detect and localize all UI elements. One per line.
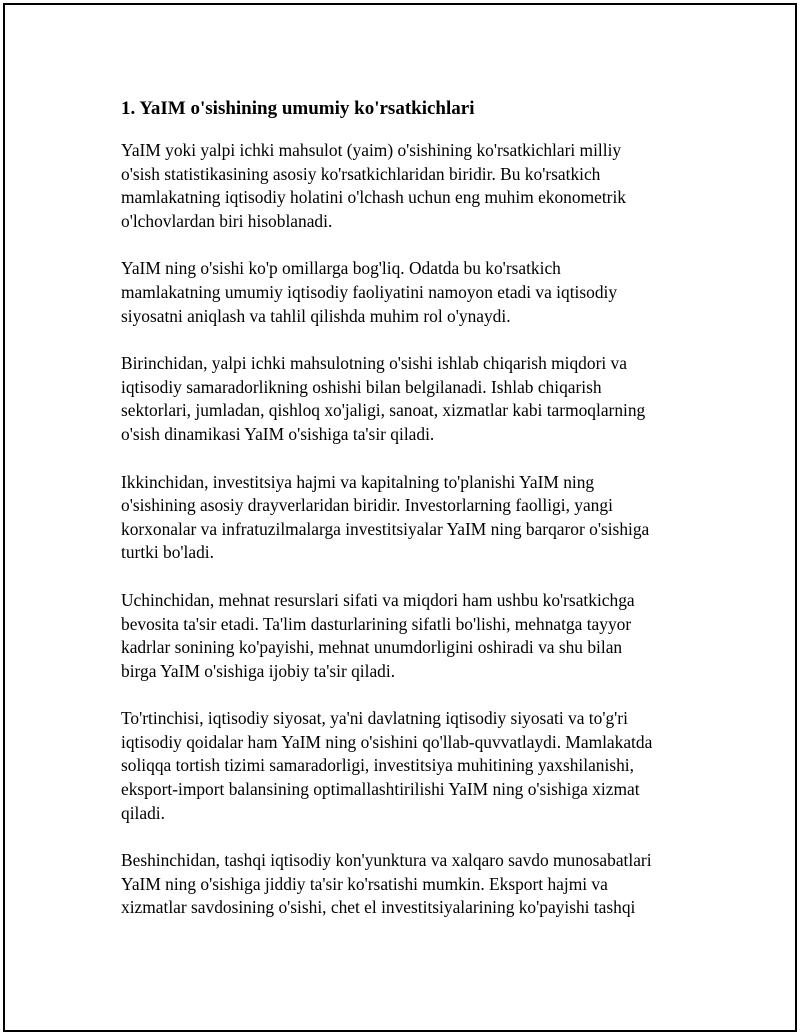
text-line: mamlakatning umumiy iqtisodiy faoliyatini namoyon etadi va iqtisodiy [121, 281, 618, 302]
text-line: YaIM ning o'sishi ko'p omillarga bog'liq. Odatda bu ko'rsatkich [121, 258, 561, 279]
text-line: soliqqa tortish tizimi samaradorligi, investitsiya muhitining yaxshilanishi, [121, 755, 634, 776]
text-line: korxonalar va infratuzilmalarga investitsiyalar YaIM ning barqaror o'sishiga [121, 518, 650, 539]
paragraph [121, 471, 701, 565]
text-line: sektorlari, jumladan, qishloq xo'jaligi, sanoat, xizmatlar kabi tarmoqlarning [121, 400, 646, 421]
text-line: Birinchidan, yalpi ichki mahsulotning o'sishi ishlab chiqarish miqdori va [121, 353, 627, 374]
text-line: o'sishining asosiy drayverlaridan biridir. Investorlarning faolligi, yangi [121, 495, 613, 516]
text-line: o'sish dinamikasi YaIM o'sishiga ta'sir qiladi. [121, 423, 435, 444]
text-line: kadrlar sonining ko'payishi, mehnat unumdorligini oshiradi va shu bilan [121, 637, 623, 658]
text-line: siyosatni aniqlash va tahlil qilishda muhim rol o'ynaydi. [121, 305, 511, 326]
paragraph [121, 849, 701, 920]
text-line: mamlakatning iqtisodiy holatini o'lchash uchun eng muhim ekonometrik [121, 187, 626, 208]
text-line: YaIM ning o'sishiga jiddiy ta'sir ko'rsatishi mumkin. Eksport hajmi va [121, 873, 608, 894]
text-line: xizmatlar savdosining o'sishi, chet el investitsiyalarining ko'payishi tashqi [121, 897, 636, 918]
document-body [121, 95, 701, 944]
text-line: Beshinchidan, tashqi iqtisodiy kon'yunktura va xalqaro savdo munosabatlari [121, 850, 652, 871]
section-heading: 1. YaIM o'sishining umumiy ko'rsatkichlari [121, 98, 475, 119]
text-line: birga YaIM o'sishiga ijobiy ta'sir qiladi. [121, 660, 396, 681]
paragraph [121, 352, 701, 446]
text-line: turtki bo'ladi. [121, 542, 214, 563]
paragraph [121, 257, 701, 328]
text-line: o'lchovlardan biri hisoblanadi. [121, 210, 333, 231]
text-line: qiladi. [121, 802, 165, 823]
text-line: YaIM yoki yalpi ichki mahsulot (yaim) o'sishining ko'rsatkichlari milliy [121, 140, 622, 160]
text-line: o'sish statistikasining asosiy ko'rsatkichlaridan biridir. Bu ko'rsatkich [121, 163, 601, 184]
text-line: Uchinchidan, mehnat resurslari sifati va miqdori ham ushbu ko'rsatkichga [121, 589, 635, 610]
paragraph [121, 139, 701, 233]
text-line: To'rtinchisi, iqtisodiy siyosat, ya'ni davlatning iqtisodiy siyosati va to'g'ri [121, 708, 628, 729]
text-line: eksport-import balansining optimallashtirilishi YaIM ning o'sishiga xizmat [121, 779, 640, 800]
text-line: Ikkinchidan, investitsiya hajmi va kapitalning to'planishi YaIM ning [121, 471, 595, 492]
paragraph [121, 707, 701, 825]
paragraph [121, 589, 701, 683]
document-page [3, 3, 797, 1032]
text-line: bevosita ta'sir etadi. Ta'lim dasturlarining sifatli bo'lishi, mehnatga tayyor [121, 613, 632, 634]
text-line: iqtisodiy samaradorlikning oshishi bilan belgilanadi. Ishlab chiqarish [121, 376, 602, 397]
text-line: iqtisodiy qoidalar ham YaIM ning o'sishini qo'llab-quvvatlaydi. Mamlakatda [121, 731, 653, 752]
